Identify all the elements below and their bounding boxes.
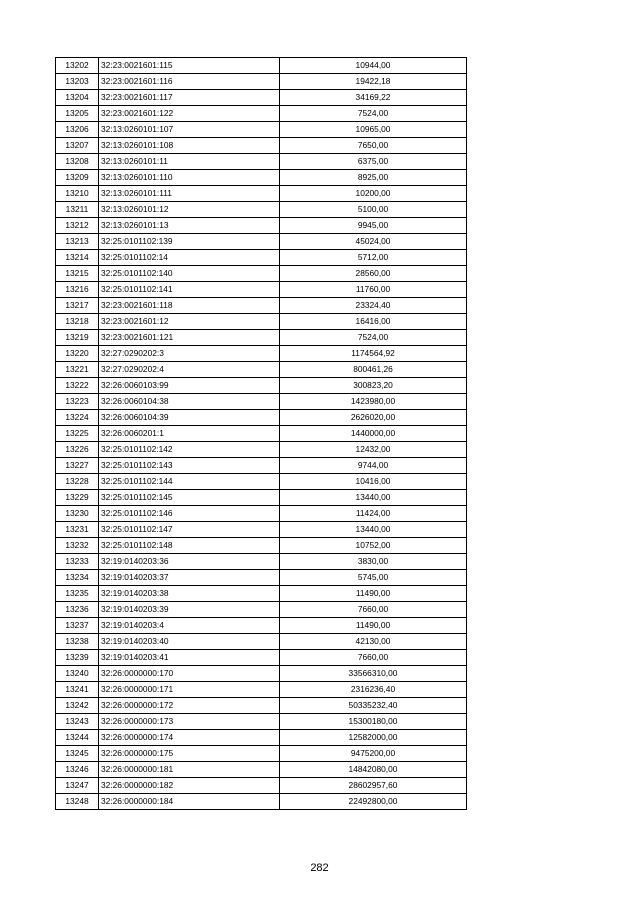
row-number-cell: 13246 bbox=[56, 762, 99, 778]
cadastral-number-cell: 32:25:0101102:145 bbox=[99, 490, 280, 506]
cadastral-value-cell: 11490,00 bbox=[280, 586, 467, 602]
cadastral-value-cell: 13440,00 bbox=[280, 490, 467, 506]
cadastral-number-cell: 32:25:0101102:14 bbox=[99, 250, 280, 266]
cadastral-number-cell: 32:13:0260101:108 bbox=[99, 138, 280, 154]
row-number-cell: 13203 bbox=[56, 74, 99, 90]
table-row bbox=[56, 650, 467, 666]
table-row bbox=[56, 138, 467, 154]
table-row bbox=[56, 202, 467, 218]
cadastral-value-cell: 9945,00 bbox=[280, 218, 467, 234]
cadastral-number-cell: 32:13:0260101:12 bbox=[99, 202, 280, 218]
table-row bbox=[56, 90, 467, 106]
table-row bbox=[56, 666, 467, 682]
row-number-cell: 13248 bbox=[56, 794, 99, 810]
cadastral-value-cell: 45024,00 bbox=[280, 234, 467, 250]
row-number-cell: 13221 bbox=[56, 362, 99, 378]
row-number-cell: 13245 bbox=[56, 746, 99, 762]
row-number-cell: 13218 bbox=[56, 314, 99, 330]
row-number-cell: 13231 bbox=[56, 522, 99, 538]
table-row bbox=[56, 314, 467, 330]
table-body bbox=[56, 58, 467, 810]
row-number-cell: 13234 bbox=[56, 570, 99, 586]
cadastral-number-cell: 32:26:0000000:175 bbox=[99, 746, 280, 762]
table-row bbox=[56, 250, 467, 266]
cadastral-number-cell: 32:26:0000000:170 bbox=[99, 666, 280, 682]
table-row bbox=[56, 122, 467, 138]
cadastral-number-cell: 32:13:0260101:111 bbox=[99, 186, 280, 202]
cadastral-value-cell: 15300180,00 bbox=[280, 714, 467, 730]
cadastral-number-cell: 32:26:0060104:39 bbox=[99, 410, 280, 426]
table-row bbox=[56, 282, 467, 298]
table-row bbox=[56, 746, 467, 762]
row-number-cell: 13225 bbox=[56, 426, 99, 442]
cadastral-value-cell: 16416,00 bbox=[280, 314, 467, 330]
cadastral-value-cell: 12582000,00 bbox=[280, 730, 467, 746]
row-number-cell: 13223 bbox=[56, 394, 99, 410]
cadastral-value-cell: 11490,00 bbox=[280, 618, 467, 634]
table-row bbox=[56, 218, 467, 234]
cadastral-number-cell: 32:25:0101102:148 bbox=[99, 538, 280, 554]
row-number-cell: 13206 bbox=[56, 122, 99, 138]
cadastral-number-cell: 32:19:0140203:41 bbox=[99, 650, 280, 666]
cadastral-number-cell: 32:26:0000000:174 bbox=[99, 730, 280, 746]
cadastral-value-cell: 5745,00 bbox=[280, 570, 467, 586]
cadastral-number-cell: 32:26:0000000:172 bbox=[99, 698, 280, 714]
cadastral-number-cell: 32:25:0101102:139 bbox=[99, 234, 280, 250]
table-row bbox=[56, 762, 467, 778]
row-number-cell: 13243 bbox=[56, 714, 99, 730]
cadastral-number-cell: 32:26:0000000:181 bbox=[99, 762, 280, 778]
cadastral-value-cell: 10200,00 bbox=[280, 186, 467, 202]
cadastral-number-cell: 32:25:0101102:146 bbox=[99, 506, 280, 522]
cadastral-value-cell: 2626020,00 bbox=[280, 410, 467, 426]
table-row bbox=[56, 186, 467, 202]
cadastral-value-cell: 300823,20 bbox=[280, 378, 467, 394]
cadastral-number-cell: 32:13:0260101:110 bbox=[99, 170, 280, 186]
cadastral-value-cell: 1440000,00 bbox=[280, 426, 467, 442]
row-number-cell: 13228 bbox=[56, 474, 99, 490]
row-number-cell: 13220 bbox=[56, 346, 99, 362]
cadastral-number-cell: 32:23:0021601:117 bbox=[99, 90, 280, 106]
cadastral-value-cell: 1423980,00 bbox=[280, 394, 467, 410]
row-number-cell: 13213 bbox=[56, 234, 99, 250]
row-number-cell: 13240 bbox=[56, 666, 99, 682]
table-row bbox=[56, 570, 467, 586]
table-row bbox=[56, 410, 467, 426]
cadastral-value-cell: 800461,26 bbox=[280, 362, 467, 378]
table-row bbox=[56, 634, 467, 650]
row-number-cell: 13247 bbox=[56, 778, 99, 794]
cadastral-value-cell: 10944,00 bbox=[280, 58, 467, 74]
cadastral-value-cell: 6375,00 bbox=[280, 154, 467, 170]
cadastral-value-cell: 28560,00 bbox=[280, 266, 467, 282]
table-row bbox=[56, 394, 467, 410]
cadastral-number-cell: 32:25:0101102:143 bbox=[99, 458, 280, 474]
cadastral-value-cell: 10752,00 bbox=[280, 538, 467, 554]
table-row bbox=[56, 698, 467, 714]
cadastral-value-cell: 23324,40 bbox=[280, 298, 467, 314]
cadastral-number-cell: 32:23:0021601:12 bbox=[99, 314, 280, 330]
table-row bbox=[56, 106, 467, 122]
cadastral-number-cell: 32:23:0021601:118 bbox=[99, 298, 280, 314]
table-row bbox=[56, 618, 467, 634]
cadastral-number-cell: 32:25:0101102:140 bbox=[99, 266, 280, 282]
row-number-cell: 13239 bbox=[56, 650, 99, 666]
row-number-cell: 13236 bbox=[56, 602, 99, 618]
cadastral-number-cell: 32:19:0140203:4 bbox=[99, 618, 280, 634]
cadastral-number-cell: 32:13:0260101:107 bbox=[99, 122, 280, 138]
cadastral-number-cell: 32:19:0140203:40 bbox=[99, 634, 280, 650]
cadastral-number-cell: 32:23:0021601:121 bbox=[99, 330, 280, 346]
cadastral-number-cell: 32:25:0101102:147 bbox=[99, 522, 280, 538]
row-number-cell: 13222 bbox=[56, 378, 99, 394]
cadastral-value-cell: 7650,00 bbox=[280, 138, 467, 154]
cadastral-value-cell: 33566310,00 bbox=[280, 666, 467, 682]
cadastral-value-cell: 7660,00 bbox=[280, 602, 467, 618]
cadastral-value-cell: 11424,00 bbox=[280, 506, 467, 522]
row-number-cell: 13212 bbox=[56, 218, 99, 234]
cadastral-number-cell: 32:19:0140203:36 bbox=[99, 554, 280, 570]
table-row bbox=[56, 58, 467, 74]
table-row bbox=[56, 346, 467, 362]
table-row bbox=[56, 426, 467, 442]
cadastral-value-cell: 10965,00 bbox=[280, 122, 467, 138]
table-row bbox=[56, 362, 467, 378]
cadastral-value-cell: 2316236,40 bbox=[280, 682, 467, 698]
row-number-cell: 13214 bbox=[56, 250, 99, 266]
row-number-cell: 13235 bbox=[56, 586, 99, 602]
cadastral-number-cell: 32:19:0140203:38 bbox=[99, 586, 280, 602]
cadastral-value-cell: 9475200,00 bbox=[280, 746, 467, 762]
cadastral-number-cell: 32:26:0060103:99 bbox=[99, 378, 280, 394]
cadastral-number-cell: 32:25:0101102:142 bbox=[99, 442, 280, 458]
row-number-cell: 13211 bbox=[56, 202, 99, 218]
table-row bbox=[56, 154, 467, 170]
cadastral-number-cell: 32:26:0060201:1 bbox=[99, 426, 280, 442]
row-number-cell: 13216 bbox=[56, 282, 99, 298]
table-row bbox=[56, 490, 467, 506]
cadastral-number-cell: 32:26:0000000:184 bbox=[99, 794, 280, 810]
cadastral-value-table bbox=[55, 57, 467, 810]
cadastral-value-cell: 8925,00 bbox=[280, 170, 467, 186]
cadastral-value-cell: 11760,00 bbox=[280, 282, 467, 298]
row-number-cell: 13209 bbox=[56, 170, 99, 186]
cadastral-value-cell: 12432,00 bbox=[280, 442, 467, 458]
cadastral-number-cell: 32:23:0021601:116 bbox=[99, 74, 280, 90]
cadastral-value-cell: 34169,22 bbox=[280, 90, 467, 106]
table-row bbox=[56, 474, 467, 490]
table-row bbox=[56, 730, 467, 746]
row-number-cell: 13232 bbox=[56, 538, 99, 554]
cadastral-value-cell: 22492800,00 bbox=[280, 794, 467, 810]
table-row bbox=[56, 682, 467, 698]
cadastral-value-cell: 42130,00 bbox=[280, 634, 467, 650]
table-row bbox=[56, 538, 467, 554]
cadastral-value-cell: 5100,00 bbox=[280, 202, 467, 218]
cadastral-value-cell: 10416,00 bbox=[280, 474, 467, 490]
cadastral-number-cell: 32:13:0260101:13 bbox=[99, 218, 280, 234]
cadastral-number-cell: 32:25:0101102:141 bbox=[99, 282, 280, 298]
row-number-cell: 13242 bbox=[56, 698, 99, 714]
cadastral-value-cell: 28602957,60 bbox=[280, 778, 467, 794]
row-number-cell: 13202 bbox=[56, 58, 99, 74]
table-row bbox=[56, 586, 467, 602]
row-number-cell: 13244 bbox=[56, 730, 99, 746]
page-number: 282 bbox=[310, 862, 329, 874]
row-number-cell: 13217 bbox=[56, 298, 99, 314]
table-row bbox=[56, 794, 467, 810]
table-row bbox=[56, 378, 467, 394]
cadastral-value-cell: 19422,18 bbox=[280, 74, 467, 90]
row-number-cell: 13205 bbox=[56, 106, 99, 122]
row-number-cell: 13215 bbox=[56, 266, 99, 282]
row-number-cell: 13204 bbox=[56, 90, 99, 106]
table-row bbox=[56, 330, 467, 346]
table-row bbox=[56, 778, 467, 794]
table-row bbox=[56, 506, 467, 522]
cadastral-number-cell: 32:23:0021601:115 bbox=[99, 58, 280, 74]
table-row bbox=[56, 74, 467, 90]
table-row bbox=[56, 266, 467, 282]
row-number-cell: 13207 bbox=[56, 138, 99, 154]
table-row bbox=[56, 714, 467, 730]
row-number-cell: 13237 bbox=[56, 618, 99, 634]
cadastral-number-cell: 32:19:0140203:39 bbox=[99, 602, 280, 618]
table-row bbox=[56, 554, 467, 570]
cadastral-number-cell: 32:26:0000000:173 bbox=[99, 714, 280, 730]
cadastral-value-cell: 5712,00 bbox=[280, 250, 467, 266]
cadastral-value-cell: 50335232,40 bbox=[280, 698, 467, 714]
cadastral-value-cell: 1174564,92 bbox=[280, 346, 467, 362]
cadastral-number-cell: 32:27:0290202:4 bbox=[99, 362, 280, 378]
cadastral-value-cell: 14842080,00 bbox=[280, 762, 467, 778]
cadastral-number-cell: 32:26:0000000:182 bbox=[99, 778, 280, 794]
row-number-cell: 13233 bbox=[56, 554, 99, 570]
cadastral-number-cell: 32:19:0140203:37 bbox=[99, 570, 280, 586]
row-number-cell: 13219 bbox=[56, 330, 99, 346]
cadastral-value-cell: 3830,00 bbox=[280, 554, 467, 570]
table-row bbox=[56, 298, 467, 314]
row-number-cell: 13238 bbox=[56, 634, 99, 650]
table-row bbox=[56, 458, 467, 474]
cadastral-number-cell: 32:23:0021601:122 bbox=[99, 106, 280, 122]
table-row bbox=[56, 442, 467, 458]
table-row bbox=[56, 234, 467, 250]
cadastral-value-cell: 13440,00 bbox=[280, 522, 467, 538]
cadastral-value-cell: 9744,00 bbox=[280, 458, 467, 474]
row-number-cell: 13208 bbox=[56, 154, 99, 170]
cadastral-value-cell: 7660,00 bbox=[280, 650, 467, 666]
row-number-cell: 13227 bbox=[56, 458, 99, 474]
row-number-cell: 13230 bbox=[56, 506, 99, 522]
cadastral-value-cell: 7524,00 bbox=[280, 330, 467, 346]
cadastral-number-cell: 32:27:0290202:3 bbox=[99, 346, 280, 362]
cadastral-number-cell: 32:13:0260101:11 bbox=[99, 154, 280, 170]
row-number-cell: 13241 bbox=[56, 682, 99, 698]
table-row bbox=[56, 522, 467, 538]
table-row bbox=[56, 170, 467, 186]
row-number-cell: 13210 bbox=[56, 186, 99, 202]
cadastral-value-cell: 7524,00 bbox=[280, 106, 467, 122]
cadastral-number-cell: 32:25:0101102:144 bbox=[99, 474, 280, 490]
row-number-cell: 13229 bbox=[56, 490, 99, 506]
cadastral-number-cell: 32:26:0060104:38 bbox=[99, 394, 280, 410]
table-row bbox=[56, 602, 467, 618]
cadastral-number-cell: 32:26:0000000:171 bbox=[99, 682, 280, 698]
row-number-cell: 13226 bbox=[56, 442, 99, 458]
row-number-cell: 13224 bbox=[56, 410, 99, 426]
